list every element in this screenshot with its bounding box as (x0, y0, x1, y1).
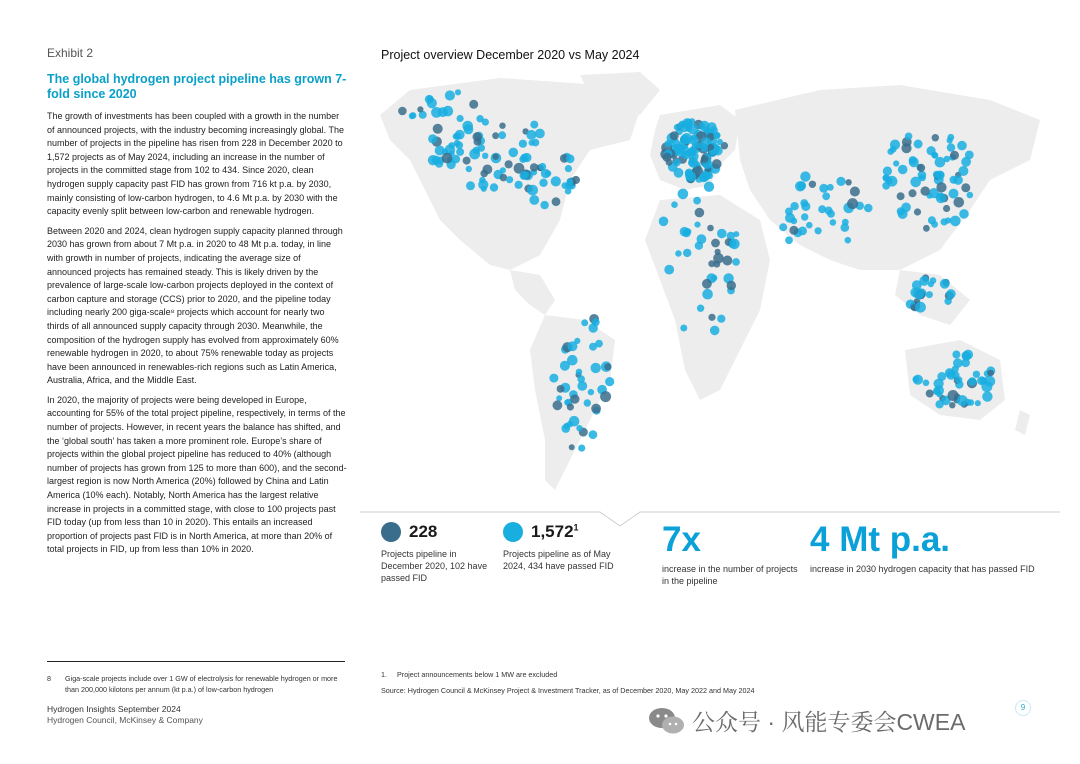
project-pin (790, 202, 798, 210)
stat-may2024 (503, 522, 623, 572)
increase-value: 7x (662, 520, 701, 559)
project-pin (713, 253, 724, 264)
increase-description: increase in the number of projects in the pipeline (662, 564, 798, 586)
project-pin (498, 131, 506, 139)
project-pin (569, 444, 575, 450)
project-pin (950, 151, 959, 160)
project-pin (948, 390, 959, 401)
project-pin (897, 207, 905, 215)
project-pin (711, 239, 720, 248)
project-pin (562, 182, 569, 189)
project-pin (928, 216, 936, 224)
project-pin (921, 186, 930, 195)
project-pin (947, 134, 954, 141)
capacity-value: 4 Mt p.a. (810, 520, 951, 559)
project-pin (581, 319, 588, 326)
project-pin (584, 399, 591, 406)
project-pin (540, 201, 548, 209)
project-pin (553, 400, 563, 410)
project-pin (673, 159, 681, 167)
project-pin (473, 132, 482, 141)
project-pin (529, 195, 539, 205)
project-pin (845, 237, 852, 244)
paragraph-2: Between 2020 and 2024, clean hydrogen supply capacity planned through 2030 has grown from about 7 Mt p.a. in 2020 to 48 Mt p.a. today, in line with growth in number of projects, indicating the average size of announced projects has remained steady. This is likely driven by the prevalence of large-scale low-carbon projects deployed in the context of carbon capture and storage (CCS) prior to 2020, and the pipeline today including nearly 200 giga-scale⁸ projects which account for nearly two thirds of all announced supply capacity through 2030. Meanwhile, the composition of the hydrogen supply has evolved from approximately 60% renewable hydrogen in 2020, to about 75% renewable today as projects have been announced in renewables-rich regions such as Latin America, Australia, Africa, and the Middle East. (47, 225, 343, 386)
project-pin (941, 218, 948, 225)
project-pin (883, 175, 890, 182)
watermark (648, 704, 965, 737)
project-pin (588, 389, 594, 395)
project-pin (926, 291, 933, 298)
project-pin (455, 89, 461, 95)
project-pin (973, 371, 980, 378)
project-pin (827, 210, 835, 218)
project-pin (576, 425, 582, 431)
project-pin (717, 139, 723, 145)
project-pin (591, 363, 601, 373)
project-pin (968, 377, 976, 385)
footnote-right-text: Project announcements below 1 MW are excluded (397, 670, 558, 679)
project-pin (711, 275, 718, 282)
project-pin (551, 176, 561, 186)
project-pin (463, 157, 471, 165)
project-pin (427, 98, 437, 108)
project-pin (455, 141, 463, 149)
project-pin (732, 258, 740, 266)
project-pin (693, 197, 701, 205)
project-pin (697, 305, 704, 312)
project-pin (975, 400, 981, 406)
project-pin (913, 288, 924, 299)
project-pin (688, 158, 698, 168)
project-pin (567, 403, 574, 410)
project-pin (506, 176, 513, 183)
project-pin (917, 164, 925, 172)
project-pin (671, 201, 678, 208)
project-pin (445, 90, 455, 100)
project-pin (589, 343, 597, 351)
project-pin (717, 315, 725, 323)
project-pin (398, 107, 407, 116)
project-pin (943, 205, 950, 212)
project-pin (914, 208, 921, 215)
project-pin (898, 165, 908, 175)
project-pin (674, 124, 680, 130)
project-pin (785, 236, 793, 244)
project-pin (801, 202, 810, 211)
project-pin (492, 132, 499, 139)
project-pin (847, 198, 858, 209)
project-pin (959, 209, 969, 219)
world-map-svg (340, 70, 1080, 540)
project-pin (556, 395, 562, 401)
dec2020-description: Projects pipeline in December 2020, 102 have passed FID (381, 549, 488, 583)
project-pin (577, 375, 585, 383)
project-pin (675, 250, 681, 256)
central-america (510, 270, 555, 315)
project-pin (727, 281, 736, 290)
project-pin (818, 205, 826, 213)
project-pin (949, 402, 955, 408)
project-pin (442, 153, 453, 164)
project-pin (526, 130, 536, 140)
project-pin (469, 100, 478, 109)
project-pin (982, 391, 992, 401)
map-title: Project overview December 2020 vs May 2024 (381, 48, 640, 62)
project-pin (809, 181, 816, 188)
project-pin (702, 279, 712, 289)
project-pin (589, 430, 598, 439)
dec2020-value: 228 (409, 522, 438, 541)
project-pin (923, 225, 930, 232)
project-pin (830, 219, 837, 226)
project-pin (697, 234, 707, 244)
project-pin (674, 168, 684, 178)
wechat-icon (648, 706, 686, 736)
project-pin (678, 189, 689, 200)
project-pin (722, 256, 732, 266)
project-pin (699, 173, 707, 181)
project-pin (717, 229, 727, 239)
project-pin (850, 187, 860, 197)
project-pin (935, 171, 944, 180)
footnote-right-number: 1. (381, 670, 387, 679)
project-pin (949, 189, 959, 199)
stat-increase (662, 520, 802, 587)
project-pin (535, 129, 545, 139)
project-pin (729, 239, 740, 250)
project-pin (841, 223, 850, 232)
project-pin (913, 376, 920, 383)
project-pin (822, 192, 830, 200)
project-pin (987, 370, 994, 377)
project-pin (557, 385, 565, 393)
project-pin (893, 160, 899, 166)
project-pin (702, 289, 713, 300)
footnote-left-text: Giga-scale projects include over 1 GW of electrolysis for renewable hydrogen or more than 200,000 kilotons per annum (kt p.a.) of low-carbon hydrogen (65, 674, 338, 694)
project-pin (890, 140, 900, 150)
project-pin (930, 277, 937, 284)
project-pin (481, 186, 487, 192)
project-pin (714, 133, 721, 140)
project-pin (565, 165, 572, 172)
project-pin (934, 379, 944, 389)
footnote-left (47, 673, 347, 695)
project-pin (694, 222, 700, 228)
may2024-description: Projects pipeline as of May 2024, 434 have passed FID (503, 549, 614, 571)
project-pin (968, 399, 975, 406)
project-pin (549, 374, 558, 383)
project-pin (464, 125, 474, 135)
project-pin (479, 177, 486, 184)
project-pin (515, 181, 523, 189)
project-pin (452, 155, 461, 164)
project-pin (950, 216, 961, 227)
project-pin (689, 147, 696, 154)
exhibit-label: Exhibit 2 (47, 46, 94, 60)
project-pin (864, 204, 873, 213)
project-pin (912, 280, 922, 290)
project-pin (883, 167, 892, 176)
project-pin (410, 112, 417, 119)
project-pin (789, 226, 798, 235)
project-pin (712, 159, 722, 169)
stat-capacity (810, 520, 1040, 575)
project-pin (567, 355, 578, 366)
project-pin (499, 123, 505, 129)
project-pin (482, 153, 488, 159)
footnote-divider (47, 661, 345, 662)
project-pin (961, 157, 971, 167)
project-pin (679, 145, 689, 155)
dec2020-legend-dot (381, 522, 401, 542)
project-pin (683, 249, 691, 257)
page-number: 9 (1015, 700, 1031, 716)
project-pin (946, 370, 956, 380)
project-pin (932, 134, 939, 141)
project-pin (417, 106, 423, 112)
paragraph-1: The growth of investments has been coupled with a growth in the number of announced projects, with the industry becoming increasingly global. The number of projects in the pipeline has risen from 228 in December 2020 to 1,572 projects as of May 2024, including an increase in the number of projects in the committed stage from 102 to 434. Since 2020, clean hydrogen supply capacity past FID has grown from 716 kt p.a. by 2030, mainly consisting of low-carbon hydrogen, to 4.6 Mt p.a. by 2030 with the capacity evenly split between low-carbon and renewable hydrogen. (47, 111, 345, 217)
world-map (340, 70, 1080, 540)
project-pin (882, 182, 890, 190)
project-pin (532, 139, 540, 147)
project-pin (567, 421, 573, 427)
project-pin (946, 289, 955, 298)
capacity-description: increase in 2030 hydrogen capacity that has passed FID (810, 564, 1035, 574)
project-pin (466, 166, 472, 172)
project-pin (469, 149, 480, 160)
may2024-value-wrap (531, 522, 579, 542)
project-pin (910, 177, 921, 188)
project-pin (923, 380, 930, 387)
project-pin (500, 167, 506, 173)
project-pin (527, 185, 538, 196)
project-pin (708, 144, 715, 151)
project-pin (433, 124, 443, 134)
project-pin (695, 208, 705, 218)
project-pin (664, 265, 674, 275)
project-pin (600, 391, 611, 402)
project-pin (806, 222, 813, 229)
project-pin (457, 115, 464, 122)
project-pin (936, 391, 942, 397)
project-pin (962, 351, 970, 359)
project-pin (836, 177, 845, 186)
project-pin (685, 170, 692, 177)
project-pin (578, 445, 585, 452)
project-pin (707, 173, 713, 179)
project-pin (592, 318, 600, 326)
project-pin (591, 404, 601, 414)
project-pin (926, 390, 934, 398)
headline: The global hydrogen project pipeline has grown 7-fold since 2020 (47, 72, 347, 101)
project-pin (957, 141, 967, 151)
project-pin (659, 217, 669, 227)
project-pin (539, 179, 547, 187)
project-pin (710, 326, 720, 336)
project-pin (815, 227, 822, 234)
project-pin (466, 181, 475, 190)
project-pin (682, 229, 690, 237)
may2024-legend-dot (503, 522, 523, 542)
project-pin (530, 163, 538, 171)
project-pin (704, 182, 714, 192)
project-pin (428, 155, 438, 165)
new-zealand (1015, 410, 1030, 435)
project-pin (519, 140, 527, 148)
paragraph-3: In 2020, the majority of projects were being developed in Europe, accounting for 55% of the total project pipeline, respectively, in terms of the number of projects. However, in recent years the balance has shifted, and the ‘global south’ has taken a more prominent role. Europe’s share of projects within the global project pipeline has reduced to 40% (although number of projects has grown from 125 to more than 600), and the second-largest region is now North America (20%) followed by China and Latin America (10% each). Notably, North America has the largest relative increase in projects in a committed stage, with close to 100 projects past FID today (up from less than 10 in 2020). This entails an increased proportion of projects past FID is in North America, at more than 20% of total projects in FID, up from less than 10% in 2020. (47, 394, 347, 555)
project-pin (509, 148, 519, 158)
project-pin (797, 181, 806, 190)
project-pin (566, 154, 575, 163)
project-pin (576, 369, 583, 376)
footnote-left-number: 8 (47, 674, 51, 683)
project-pin (947, 143, 955, 151)
project-pin (909, 157, 919, 167)
project-pin (681, 133, 692, 144)
may2024-footnote-mark: 1 (573, 522, 579, 533)
project-pin (456, 148, 464, 156)
project-pin (801, 213, 808, 220)
project-pin (931, 152, 937, 158)
project-pin (680, 325, 687, 332)
footer-subtitle: Hydrogen Council, McKinsey & Company (47, 715, 203, 725)
project-pin (490, 183, 498, 191)
project-pin (952, 351, 960, 359)
project-pin (940, 279, 950, 289)
project-pin (482, 119, 489, 126)
project-pin (570, 394, 579, 403)
project-pin (682, 118, 693, 129)
project-pin (605, 377, 614, 386)
project-pin (662, 153, 671, 162)
project-pin (493, 154, 499, 160)
project-pin (480, 170, 488, 178)
project-pin (819, 184, 828, 193)
project-pin (701, 155, 709, 163)
project-pin (909, 189, 917, 197)
project-pin (798, 227, 807, 236)
footer-title: Hydrogen Insights September 2024 (47, 704, 181, 714)
project-pin (944, 298, 951, 305)
project-pin (901, 143, 911, 153)
project-pin (428, 134, 437, 143)
project-pin (958, 166, 968, 176)
project-pin (733, 231, 739, 237)
project-pin (435, 146, 445, 156)
project-pin (955, 376, 962, 383)
project-pin (505, 160, 513, 168)
project-pin (604, 363, 611, 370)
project-pin (523, 172, 529, 178)
project-pin (905, 133, 913, 141)
project-pin (670, 131, 679, 140)
project-pin (845, 179, 851, 185)
project-pin (707, 225, 714, 232)
project-pin (708, 314, 715, 321)
watermark-text: 公众号 · 风能专委会CWEA (692, 709, 966, 735)
footnote-right (381, 670, 557, 679)
project-pin (954, 197, 965, 208)
project-pin (453, 133, 459, 139)
stat-dec2020 (381, 522, 491, 584)
project-pin (438, 107, 448, 117)
project-pin (935, 400, 943, 408)
project-pin (530, 121, 538, 129)
project-pin (779, 223, 787, 231)
project-pin (944, 156, 951, 163)
project-pin (565, 188, 572, 195)
may2024-value: 1,572 (531, 522, 574, 541)
project-pin (915, 302, 926, 313)
project-pin (699, 121, 710, 132)
project-pin (520, 154, 528, 162)
source-note: Source: Hydrogen Council & McKinsey Project & Investment Tracker, as of December 2020, May 2022 and May 2024 (381, 686, 755, 695)
project-pin (568, 341, 578, 351)
project-pin (897, 192, 905, 200)
project-pin (957, 395, 968, 406)
project-pin (967, 192, 974, 199)
project-pin (961, 183, 970, 192)
project-pin (800, 171, 810, 181)
project-pin (977, 376, 986, 385)
project-pin (914, 140, 923, 149)
text-column (47, 46, 347, 563)
project-pin (541, 169, 550, 178)
project-pin (953, 175, 963, 185)
project-pin (936, 182, 946, 192)
project-pin (665, 140, 672, 147)
project-pin (552, 197, 561, 206)
